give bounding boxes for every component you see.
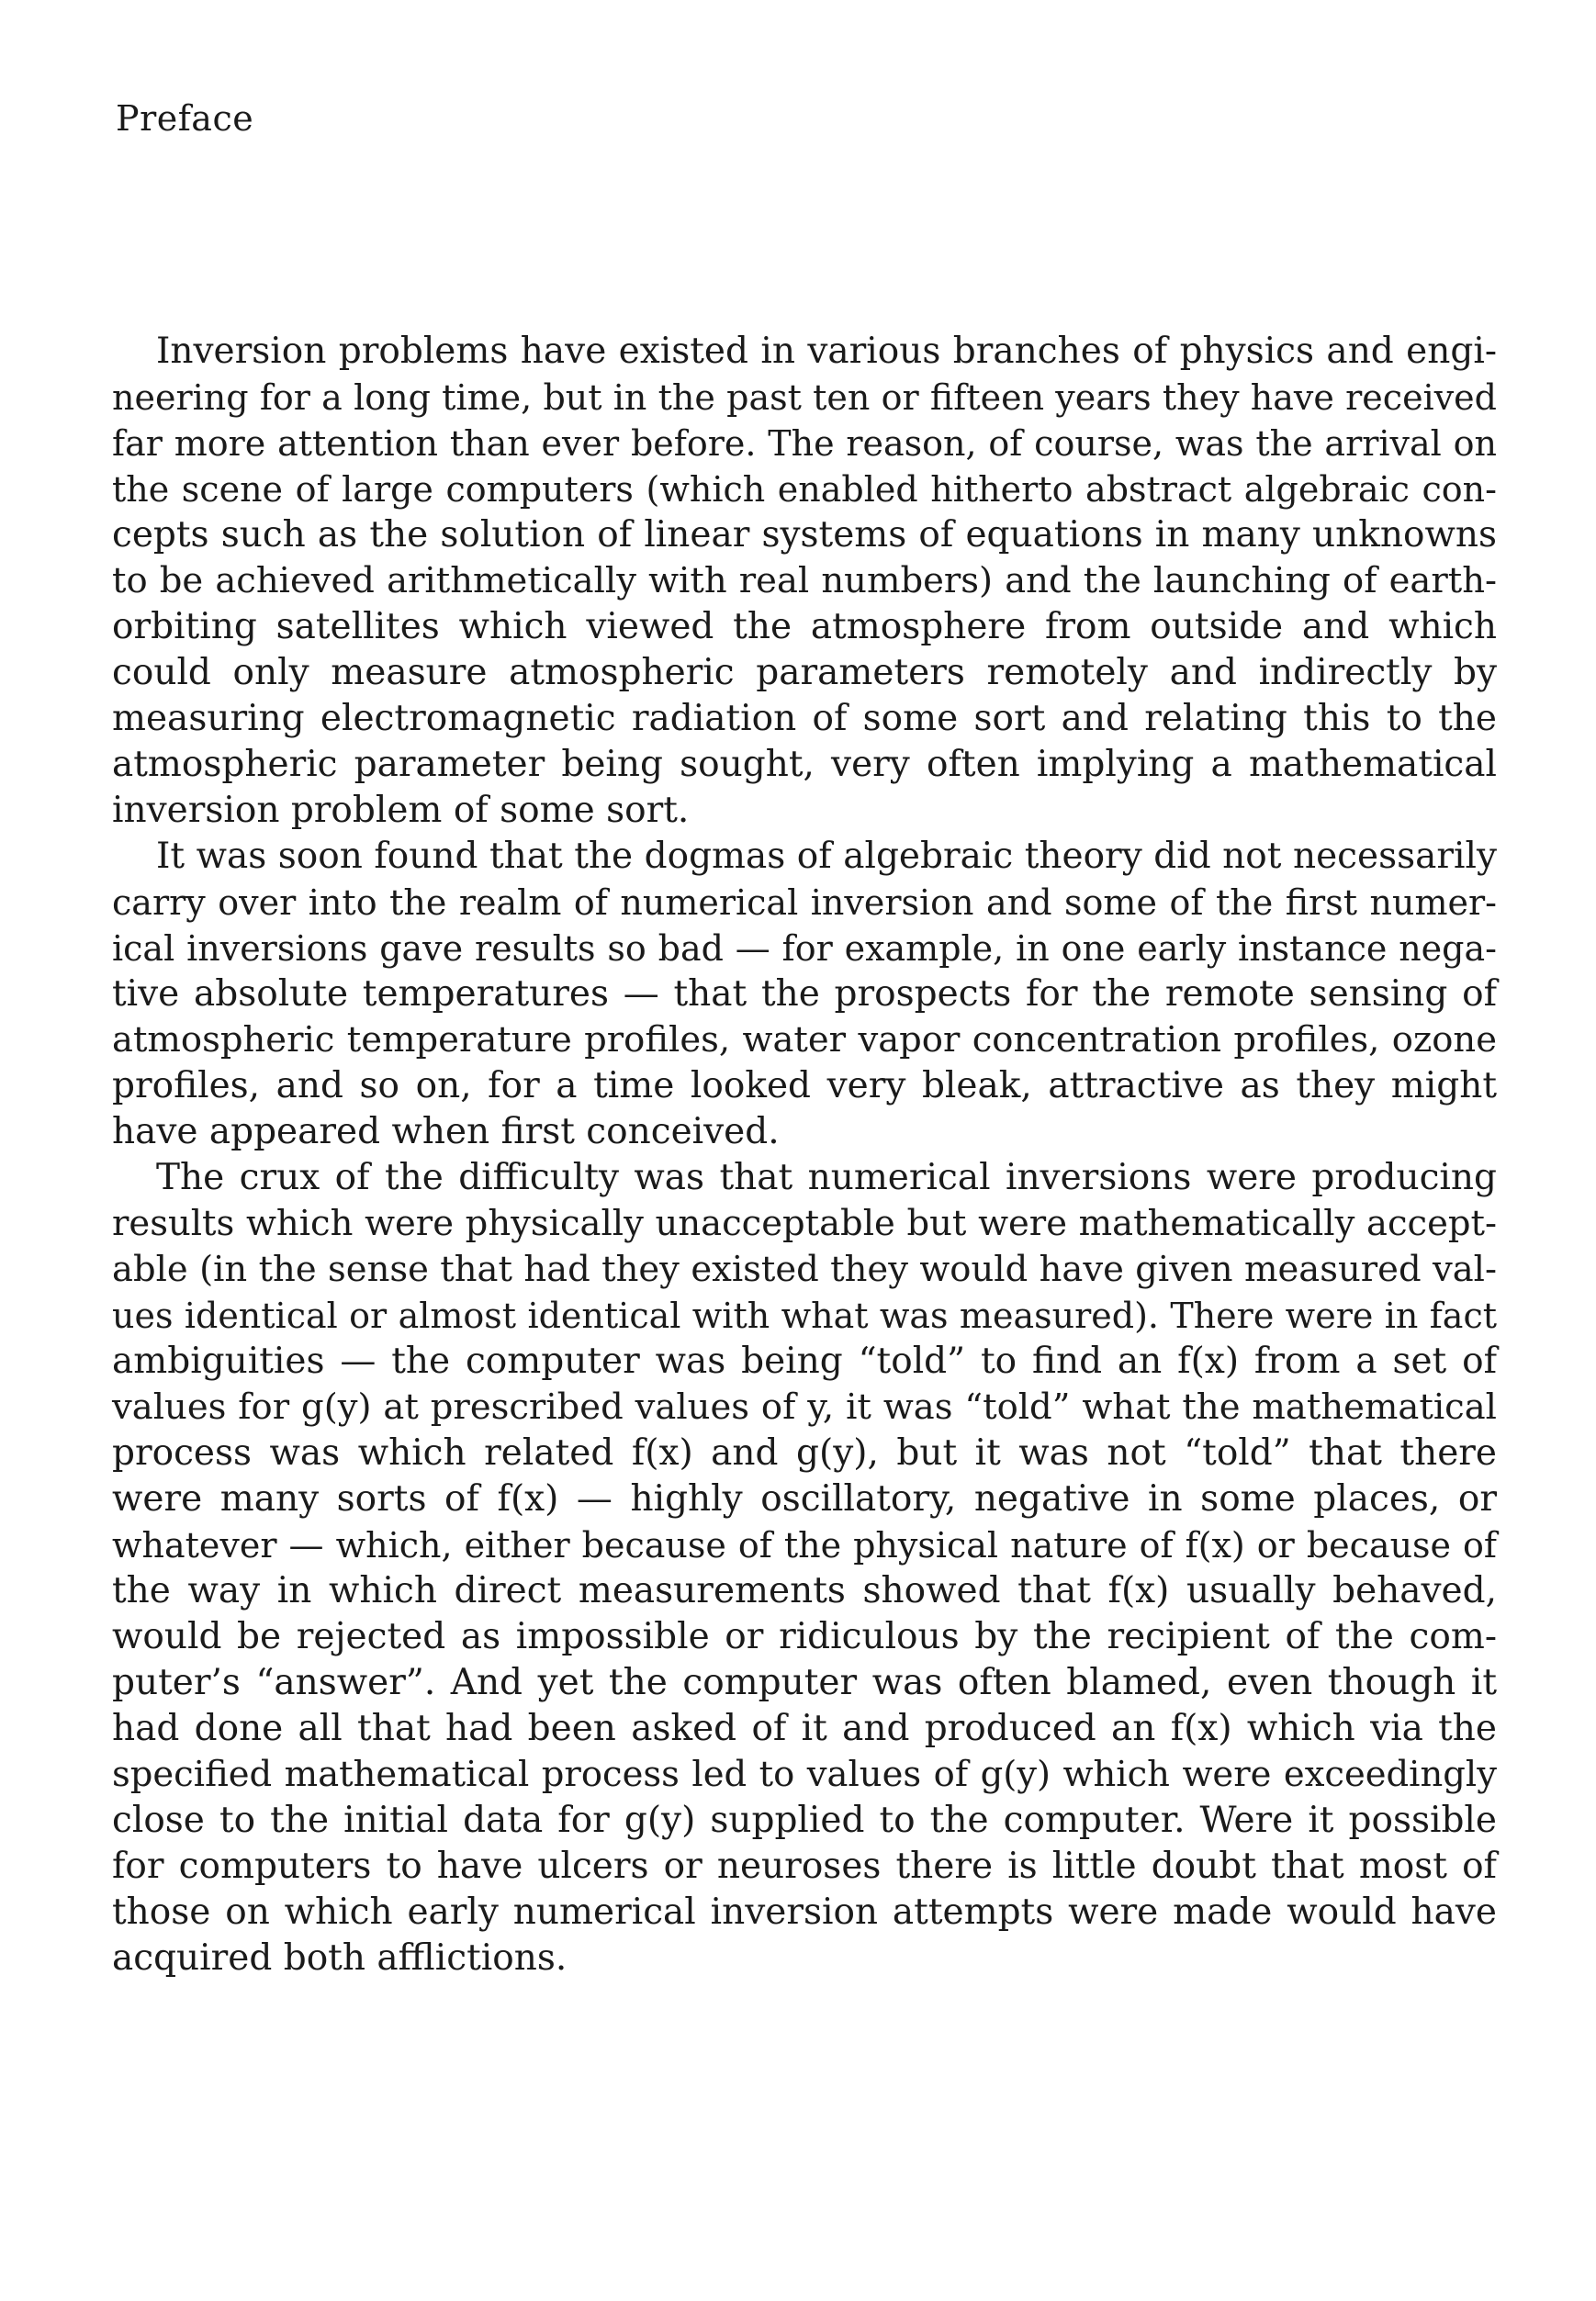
text-line: had done all that had been asked of it and produced an f(x) which via the	[112, 1708, 1497, 1749]
text-line: the scene of large computers (which enabled hitherto abstract algebraic con-	[112, 469, 1497, 510]
text-line: carry over into the realm of numerical inversion and some of the first numer-	[112, 882, 1497, 923]
text-line: tive absolute temperatures — that the prospects for the remote sensing of	[112, 973, 1497, 1015]
text-line: atmospheric parameter being sought, very often implying a mathematical	[112, 744, 1497, 785]
text-line: have appeared when first conceived.	[112, 1111, 780, 1152]
text-line: cepts such as the solution of linear systems of equations in many unknowns	[112, 514, 1497, 556]
text-line: able (in the sense that had they existed they would have given measured val-	[112, 1249, 1497, 1290]
text-line: ues identical or almost identical with what was measured). There were in fact	[112, 1296, 1497, 1336]
page-heading: Preface	[116, 98, 254, 139]
text-line: values for g(y) at prescribed values of y, it was “told” what the mathematical	[112, 1386, 1497, 1428]
text-line: whatever — which, either because of the physical nature of f(x) or because of	[112, 1525, 1497, 1566]
text-line: ambiguities — the computer was being “told” to find an f(x) from a set of	[112, 1341, 1497, 1382]
text-line: results which were physically unacceptable but were mathematically accept-	[112, 1203, 1497, 1244]
text-line: far more attention than ever before. The reason, of course, was the arrival on	[112, 423, 1497, 464]
text-line: to be achieved arithmetically with real numbers) and the launching of earth-	[112, 560, 1497, 601]
text-line: Inversion problems have existed in various branches of physics and engi-	[156, 331, 1497, 372]
paragraph-2	[112, 834, 1497, 1155]
text-line: atmospheric temperature profiles, water vapor concentration profiles, ozone	[112, 1019, 1497, 1061]
text-line: the way in which direct measurements showed that f(x) usually behaved,	[112, 1570, 1497, 1611]
text-line: puter’s “answer”. And yet the computer was often blamed, even though it	[112, 1662, 1497, 1703]
paragraph-3	[112, 1155, 1497, 1981]
text-line: profiles, and so on, for a time looked very bleak, attractive as they might	[112, 1065, 1497, 1106]
body-text	[112, 329, 1497, 1981]
text-line: those on which early numerical inversion attempts were made would have	[112, 1891, 1497, 1933]
text-line: It was soon found that the dogmas of algebraic theory did not necessarily	[156, 836, 1497, 877]
text-line: ical inversions gave results so bad — for example, in one early instance nega-	[112, 928, 1497, 969]
text-line: could only measure atmospheric parameters remotely and indirectly by	[112, 652, 1497, 693]
text-line: would be rejected as impossible or ridiculous by the recipient of the com-	[112, 1616, 1497, 1657]
text-line: specified mathematical process led to values of g(y) which were exceedingly	[112, 1754, 1497, 1795]
text-line: process was which related f(x) and g(y), but it was not “told” that there	[112, 1432, 1497, 1474]
text-line: measuring electromagnetic radiation of some sort and relating this to the	[112, 698, 1497, 739]
text-line: acquired both afflictions.	[112, 1937, 568, 1979]
text-line: for computers to have ulcers or neuroses there is little doubt that most of	[112, 1846, 1497, 1887]
text-line: orbiting satellites which viewed the atmosphere from outside and which	[112, 606, 1497, 647]
text-line: neering for a long time, but in the past ten or fifteen years they have received	[112, 377, 1497, 418]
text-line: The crux of the difficulty was that numerical inversions were producing	[156, 1157, 1497, 1198]
paragraph-1	[112, 329, 1497, 834]
text-line: were many sorts of f(x) — highly oscillatory, negative in some places, or	[112, 1478, 1497, 1520]
text-line: close to the initial data for g(y) supplied to the computer. Were it possible	[112, 1800, 1497, 1841]
text-line: inversion problem of some sort.	[112, 790, 690, 831]
